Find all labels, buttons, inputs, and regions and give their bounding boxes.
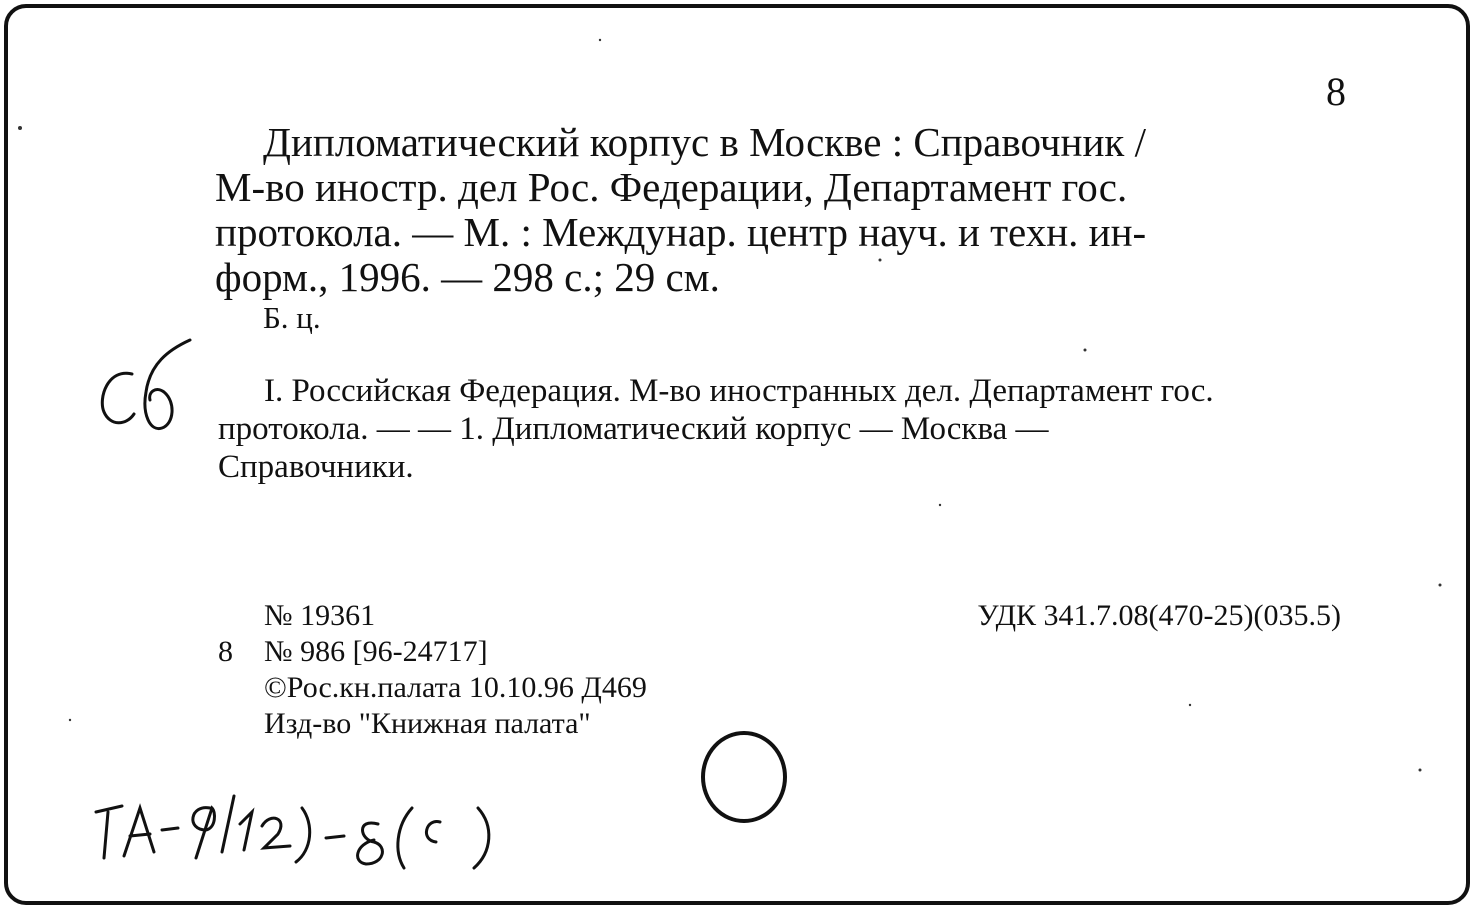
main-entry-line: протокола. — М. : Междунар. центр науч. и техн. ин-	[215, 209, 1147, 255]
scan-speckles	[18, 39, 1442, 772]
registration-number: № 19361	[264, 599, 376, 632]
handwritten-circle	[703, 733, 785, 821]
registration-prefix: 8	[218, 635, 233, 668]
udk-code: УДК 341.7.08(470-25)(035.5)	[977, 599, 1341, 632]
card-number: 8	[1326, 69, 1346, 114]
tracing-line: I. Российская Федерация. М-во иностранных дел. Департамент гос.	[264, 373, 1214, 409]
main-entry-line: М-во иностр. дел Рос. Федерации, Департамент гос.	[215, 164, 1128, 210]
tracing-line: протокола. — — 1. Дипломатический корпус — Москва —	[218, 411, 1049, 447]
copyright-line: ©Рос.кн.палата 10.10.96 Д469	[264, 671, 647, 704]
registration-number-2: № 986 [96-24717]	[264, 635, 488, 668]
publisher-line: Изд-во "Книжная палата"	[264, 707, 591, 740]
main-entry-line: Дипломатический корпус в Москве : Справочник /	[263, 119, 1146, 165]
price-note: Б. ц.	[263, 300, 321, 335]
tracing-line: Справочники.	[218, 449, 414, 485]
main-entry-line: форм., 1996. — 298 с.; 29 см.	[215, 254, 720, 300]
handwritten-shelfmark	[96, 796, 489, 868]
handwritten-margin-note	[102, 340, 190, 429]
